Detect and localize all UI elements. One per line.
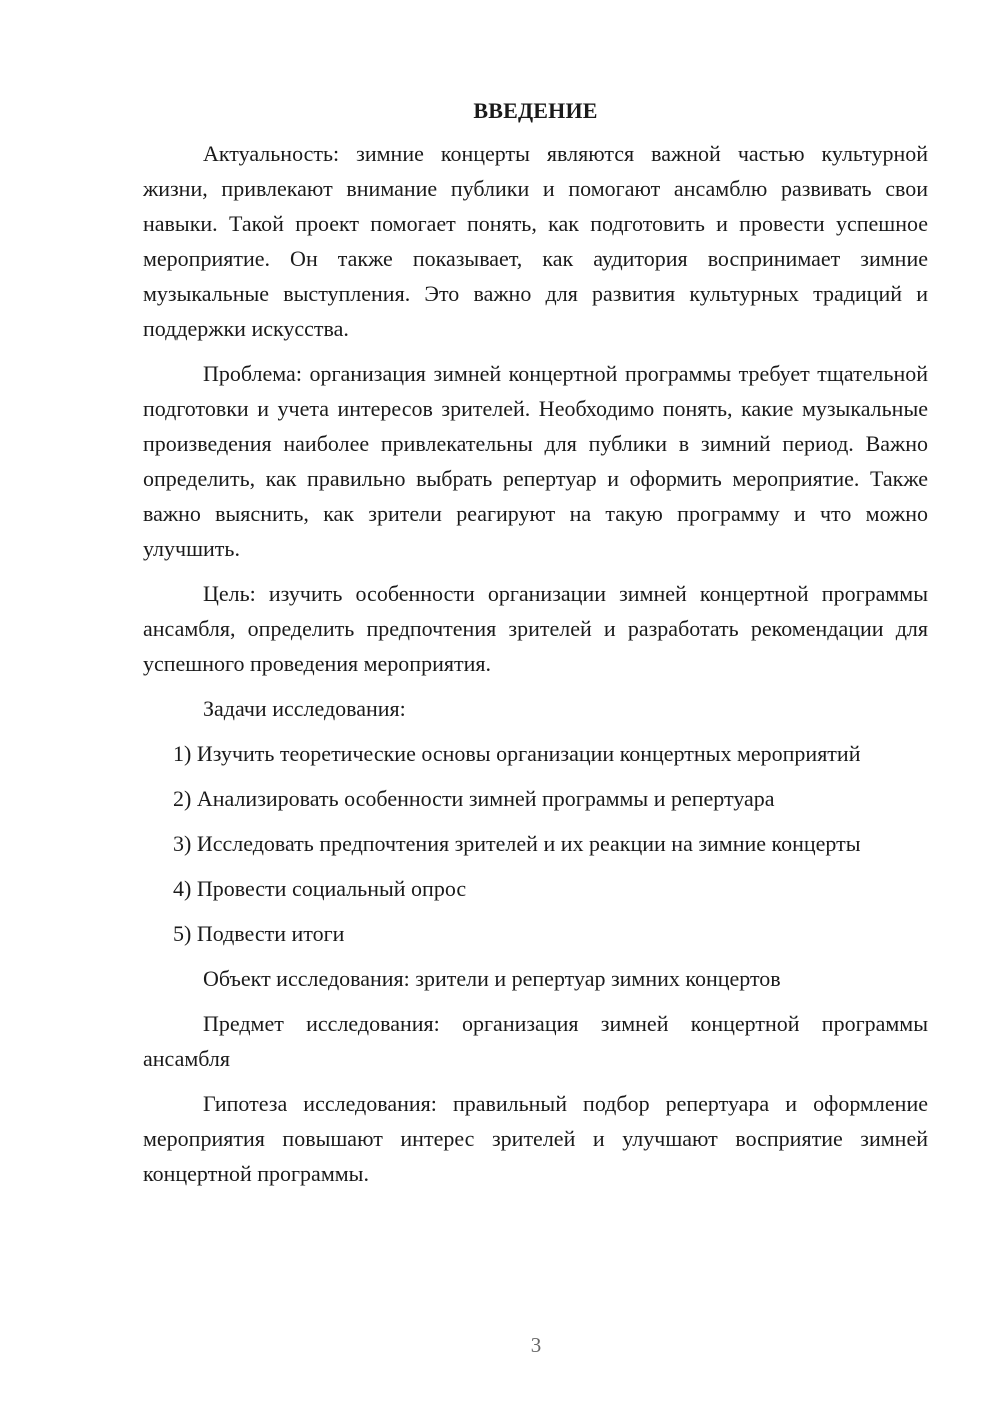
section-title: ВВЕДЕНИЕ	[473, 98, 598, 123]
page-number: 3	[530, 1333, 542, 1357]
tasks-heading: Задачи исследования:	[203, 696, 406, 721]
relevance-paragraph: Актуальность: зимние концерты являются важной частью культурной жизни, привлекают внимание публики и помогают ансамблю развивать свои навыки. Такой проект помогает понять, как подготовить и провести успешное мероприятие. Он также показывает, как аудитория воспринимает зимние музыкальные выступления. Это важно для развития культурных традиций и поддержки искусства.	[143, 141, 928, 341]
task-item-2: 2) Анализировать особенности зимней программы и репертуара	[173, 786, 775, 811]
research-subject: Предмет исследования: организация зимней концертной программы ансамбля	[143, 1011, 928, 1071]
problem-paragraph: Проблема: организация зимней концертной программы требует тщательной подготовки и учета интересов зрителей. Необходимо понять, какие музыкальные произведения наиболее привлекательны для публики в зимний период. Важно определить, как правильно выбрать репертуар и оформить мероприятие. Также важно выяснить, как зрители реагируют на такую программу и что можно улучшить.	[143, 361, 928, 561]
research-object: Объект исследования: зрители и репертуар зимних концертов	[203, 966, 781, 991]
task-item-5: 5) Подвести итоги	[173, 921, 345, 946]
document-page	[143, 95, 928, 1201]
goal-paragraph: Цель: изучить особенности организации зимней концертной программы ансамбля, определить предпочтения зрителей и разработать рекомендации для успешного проведения мероприятия.	[143, 581, 928, 676]
task-item-1: 1) Изучить теоретические основы организации концертных мероприятий	[173, 741, 861, 766]
task-item-3: 3) Исследовать предпочтения зрителей и их реакции на зимние концерты	[173, 831, 861, 856]
research-hypothesis: Гипотеза исследования: правильный подбор репертуара и оформление мероприятия повышают интерес зрителей и улучшают восприятие зимней концертной программы.	[143, 1091, 928, 1186]
task-item-4: 4) Провести социальный опрос	[173, 876, 467, 901]
